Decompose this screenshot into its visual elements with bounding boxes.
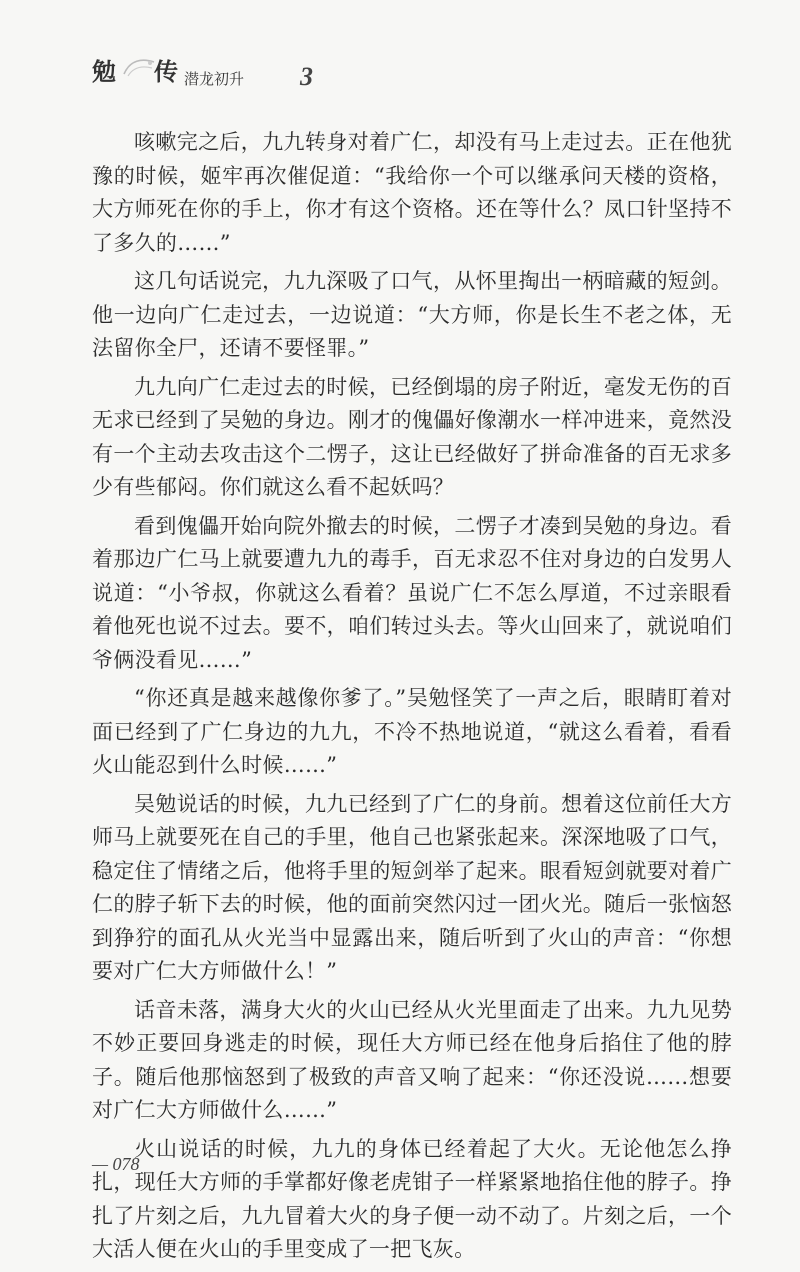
paragraph: “你还真是越来越像你爹了。”吴勉怪笑了一声之后，眼睛盯着对面已经到了广仁身边的九九，不冷不热地说道，“就这么看着，看看火山能忍到什么时候……” [92,686,732,777]
header-volume-number: 3 [300,62,313,91]
header-title-char-2: 传 [154,57,178,86]
paragraph: 火山说话的时候，九九的身体已经着起了大火。无论他怎么挣扎，现任大方师的手掌都好像老虎钳子一样紧紧地掐住他的脖子。挣扎了片刻之后，九九冒着大火的身子便一动不动了。片刻之后，一个大活人便在火山的手里变成了一把飞灰。 [92,1136,732,1261]
page-body [92,126,732,1272]
decorative-swirl-icon [120,54,158,80]
paragraph: 吴勉说话的时候，九九已经到了广仁的身前。想着这位前任大方师马上就要死在自己的手里，他自己也紧张起来。深深地吸了口气，稳定住了情绪之后，他将手里的短剑举了起来。眼看短剑就要对着广仁的脖子斩下去的时候，他的面前突然闪过一团火光。随后一张恼怒到狰狞的面孔从火光当中显露出来，随后听到了火山的声音：“你想要对广仁大方师做什么！” [92,791,732,983]
header-title-char-1: 勉 [92,57,116,86]
page-number: — 078 [92,1154,140,1174]
header-subtitle: 潜龙初升 [184,70,245,88]
paragraph: 九九向广仁走过去的时候，已经倒塌的房子附近，毫发无伤的百无求已经到了吴勉的身边。刚才的傀儡好像潮水一样冲进来，竟然没有一个主动去攻击这个二愣子，这让已经做好了拼命准备的百无求多少有些郁闷。你们就这么看不起妖吗？ [92,374,732,499]
paragraph: 这几句话说完，九九深吸了口气，从怀里掏出一柄暗藏的短剑。他一边向广仁走过去，一边说道：“大方师，你是长生不老之体，无法留你全尸，还请不要怪罪。” [92,269,732,360]
paragraph: 看到傀儡开始向院外撤去的时候，二愣子才凑到吴勉的身边。看着那边广仁马上就要遭九九的毒手，百无求忍不住对身边的白发男人说道：“小爷叔，你就这么看着？虽说广仁不怎么厚道，不过亲眼看着他死也说不过去。要不，咱们转过头去。等火山回来了，就说咱们爷俩没看见……” [92,513,732,672]
paragraph: 咳嗽完之后，九九转身对着广仁，却没有马上走过去。正在他犹豫的时候，姬牢再次催促道：“我给你一个可以继承问天楼的资格，大方师死在你的手上，你才有这个资格。还在等什么？凤口针坚持不了多久的……” [92,130,732,255]
running-header [92,52,342,92]
paragraph: 话音未落，满身大火的火山已经从火光里面走了出来。九九见势不妙正要回身逃走的时候，现任大方师已经在他身后掐住了他的脖子。随后他那恼怒到了极致的声音又响了起来：“你还没说……想要对广仁大方师做什么……” [92,997,732,1122]
